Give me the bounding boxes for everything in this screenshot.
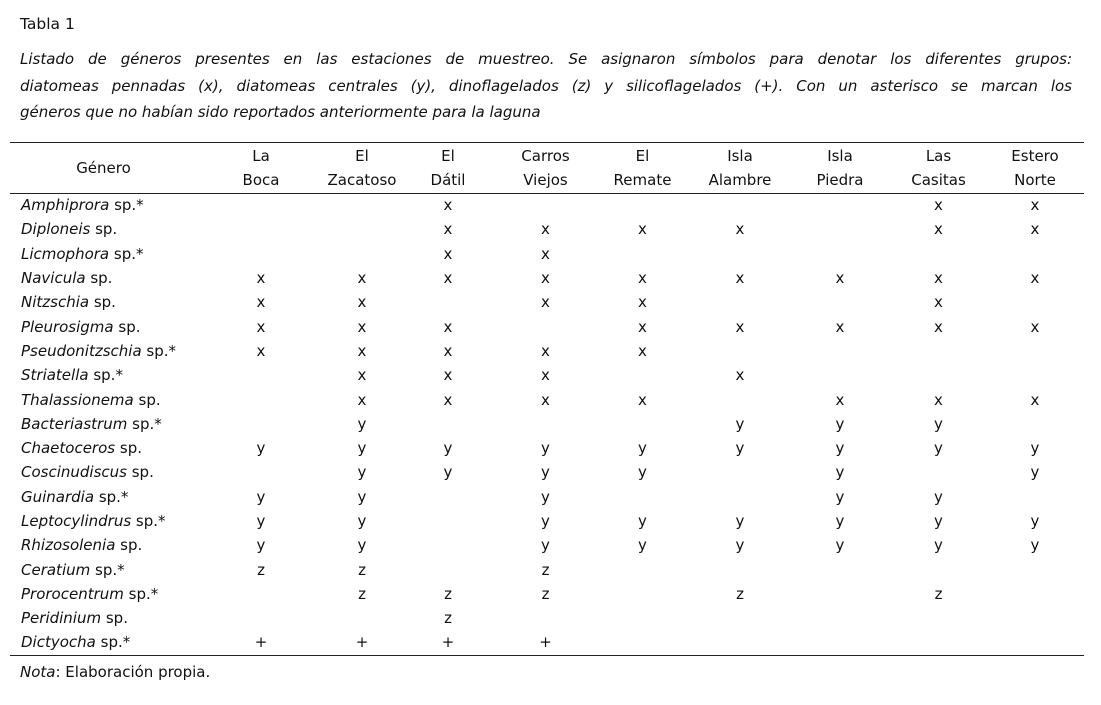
presence-cell — [986, 582, 1084, 606]
presence-cell: x — [835, 317, 845, 336]
presence-cell: x — [934, 269, 943, 288]
presence-cell: z — [541, 584, 550, 603]
presence-cell: x — [735, 269, 745, 288]
presence-cell: x — [735, 220, 745, 239]
header-station — [594, 143, 691, 194]
presence-cell: x — [357, 317, 367, 336]
presence-cell: y — [541, 512, 550, 530]
genus-suffix: sp. — [85, 269, 113, 288]
presence-cell — [197, 607, 325, 631]
table-row — [10, 218, 1084, 242]
header-station-line: Estero — [1011, 147, 1059, 165]
table-row — [10, 509, 1084, 533]
table-row — [10, 582, 1084, 606]
presence-cell: x — [256, 269, 266, 288]
presence-cell — [594, 194, 691, 218]
presence-cell — [789, 194, 891, 218]
genus-name: Bacteriastrum — [21, 414, 128, 433]
presence-cell — [789, 607, 891, 631]
table-row — [10, 315, 1084, 339]
presence-cell: + — [399, 631, 497, 655]
presence-cell — [497, 412, 594, 436]
presence-cell: x — [256, 317, 266, 336]
presence-cell: x — [735, 366, 745, 385]
presence-cell: x — [541, 244, 550, 263]
genus-name: Rhizosolenia — [21, 536, 116, 555]
presence-cell — [789, 582, 891, 606]
presence-cell: y — [835, 512, 845, 530]
caption-line: diatomeas pennadas (x), diatomeas centrales (y), dinoflagelados (z) y silicoflagelados (+). Con un asterisco se marcan los — [20, 76, 1072, 95]
table-row — [10, 291, 1084, 315]
genus-cell — [10, 509, 197, 533]
presence-cell: z — [444, 584, 452, 603]
presence-cell — [197, 242, 325, 266]
presence-cell: y — [357, 487, 367, 506]
genus-suffix: sp.* — [109, 196, 144, 215]
presence-cell: y — [735, 439, 745, 458]
header-station — [789, 143, 891, 194]
presence-cell — [691, 485, 789, 509]
table-row — [10, 364, 1084, 388]
presence-cell: y — [1030, 463, 1040, 482]
presence-cell: x — [638, 269, 647, 288]
presence-cell: y — [256, 439, 266, 458]
presence-cell: x — [1030, 317, 1040, 336]
presence-cell: y — [443, 439, 453, 458]
presence-cell: z — [257, 560, 265, 579]
presence-cell — [691, 558, 789, 582]
genus-name: Diploneis — [21, 220, 91, 239]
presence-cell — [691, 388, 789, 412]
presence-cell: x — [735, 317, 745, 336]
presence-cell — [789, 291, 891, 315]
genera-table — [10, 142, 1084, 656]
table-row — [10, 485, 1084, 509]
presence-cell — [399, 534, 497, 558]
genus-name: Ceratium — [21, 560, 91, 579]
presence-cell — [399, 412, 497, 436]
presence-cell — [789, 339, 891, 363]
table-row — [10, 412, 1084, 436]
presence-cell: x — [1030, 220, 1040, 239]
header-station-line: Remate — [613, 171, 672, 189]
genus-cell — [10, 364, 197, 388]
header-station — [986, 143, 1084, 194]
note-text: : Elaboración propia. — [55, 663, 211, 681]
genus-cell — [10, 461, 197, 485]
genus-name: Amphiprora — [21, 196, 110, 215]
genus-cell — [10, 607, 197, 631]
presence-cell: x — [934, 390, 943, 409]
presence-cell: y — [934, 487, 943, 506]
presence-cell — [594, 607, 691, 631]
presence-cell — [594, 558, 691, 582]
note-label: Nota — [20, 663, 56, 681]
genus-name: Navicula — [21, 269, 86, 288]
presence-cell: x — [256, 293, 266, 312]
header-station-line: El Zacatoso — [327, 147, 397, 189]
genus-suffix: sp. — [115, 536, 143, 555]
presence-cell — [986, 558, 1084, 582]
presence-cell — [789, 218, 891, 242]
presence-cell — [691, 242, 789, 266]
header-station-line: Boca — [242, 171, 280, 189]
presence-cell: + — [497, 631, 594, 655]
presence-cell: y — [934, 439, 943, 458]
presence-cell — [325, 218, 399, 242]
presence-cell: y — [835, 414, 845, 433]
presence-cell: x — [443, 317, 453, 336]
presence-cell — [891, 242, 986, 266]
genus-cell — [10, 266, 197, 290]
presence-cell: x — [443, 244, 453, 263]
presence-cell: y — [638, 439, 647, 458]
genus-cell — [10, 339, 197, 363]
genus-name: Leptocylindrus — [21, 512, 132, 530]
genus-suffix: sp.* — [94, 487, 129, 506]
header-station-line: Viejos — [523, 171, 568, 189]
header-station-line: El — [635, 147, 650, 165]
genus-name: Dictyocha — [21, 633, 96, 652]
table-note — [20, 663, 210, 681]
presence-cell — [325, 194, 399, 218]
presence-cell: y — [934, 536, 943, 555]
presence-cell — [497, 315, 594, 339]
header-station-line: Dátil — [430, 171, 466, 189]
presence-cell: x — [835, 269, 845, 288]
genus-cell — [10, 534, 197, 558]
presence-cell: y — [835, 536, 845, 555]
presence-cell: y — [443, 463, 453, 482]
header-station-line: Casitas — [911, 171, 966, 189]
presence-cell — [197, 364, 325, 388]
genus-cell — [10, 558, 197, 582]
table-body — [10, 194, 1084, 656]
presence-cell — [986, 242, 1084, 266]
table-row — [10, 558, 1084, 582]
genus-suffix: sp. — [126, 463, 154, 482]
genus-suffix: sp. — [90, 220, 118, 239]
genus-cell — [10, 291, 197, 315]
presence-cell — [399, 558, 497, 582]
presence-cell: x — [638, 390, 647, 409]
genus-name: Coscinudiscus — [21, 463, 127, 482]
presence-cell: x — [934, 220, 943, 239]
presence-cell — [986, 364, 1084, 388]
presence-cell — [789, 364, 891, 388]
presence-cell — [399, 509, 497, 533]
table-label: Tabla 1 — [20, 15, 75, 33]
genus-suffix: sp.* — [131, 512, 166, 530]
presence-cell: y — [541, 487, 550, 506]
presence-cell — [197, 461, 325, 485]
presence-cell: y — [357, 536, 367, 555]
presence-cell — [594, 485, 691, 509]
presence-cell: z — [358, 584, 366, 603]
header-station-line: Norte — [1014, 171, 1056, 189]
table-row — [10, 534, 1084, 558]
presence-cell: y — [256, 512, 266, 530]
genus-name: Licmophora — [21, 244, 110, 263]
presence-cell: x — [541, 366, 550, 385]
presence-cell: y — [934, 414, 943, 433]
presence-cell: y — [357, 414, 367, 433]
table-row — [10, 631, 1084, 655]
presence-cell: x — [357, 341, 367, 360]
table-row — [10, 436, 1084, 460]
presence-cell: y — [735, 414, 745, 433]
presence-cell: x — [357, 366, 367, 385]
genus-cell — [10, 242, 197, 266]
presence-cell — [986, 607, 1084, 631]
genus-suffix: sp.* — [109, 244, 144, 263]
caption-line: Listado de géneros presentes en las estaciones de muestreo. Se asignaron símbolos para denotar los diferentes grupos: — [20, 50, 1072, 68]
presence-cell: y — [1030, 439, 1040, 458]
genus-suffix: sp. — [89, 293, 116, 312]
table-row — [10, 607, 1084, 631]
presence-cell: y — [638, 463, 647, 482]
presence-cell: x — [541, 341, 550, 360]
presence-cell — [789, 631, 891, 655]
presence-cell — [986, 631, 1084, 655]
presence-cell: y — [934, 512, 943, 530]
presence-cell — [197, 412, 325, 436]
table-row — [10, 461, 1084, 485]
presence-cell: y — [357, 463, 367, 482]
genus-cell — [10, 412, 197, 436]
header-station-line: Las — [925, 147, 952, 165]
genus-name: Prorocentrum — [21, 584, 124, 603]
genus-suffix: sp.* — [90, 560, 125, 579]
presence-cell — [891, 558, 986, 582]
presence-cell: z — [444, 609, 452, 628]
presence-cell: x — [443, 341, 453, 360]
header-station — [891, 143, 986, 194]
table-row — [10, 339, 1084, 363]
presence-cell: y — [735, 512, 745, 530]
presence-cell: x — [443, 390, 453, 409]
presence-cell: x — [541, 293, 550, 312]
presence-cell: + — [325, 631, 399, 655]
presence-cell — [594, 631, 691, 655]
presence-cell — [891, 607, 986, 631]
genus-cell — [10, 436, 197, 460]
genus-name: Chaetoceros — [21, 439, 116, 458]
header-station-line: Isla — [727, 147, 753, 165]
presence-cell: y — [835, 487, 845, 506]
presence-cell: x — [357, 293, 367, 312]
genus-suffix: sp.* — [95, 633, 131, 652]
presence-cell: x — [443, 220, 453, 239]
genus-suffix: sp.* — [127, 414, 162, 433]
header-station-line: Isla — [827, 147, 853, 165]
presence-cell — [594, 582, 691, 606]
presence-cell — [197, 218, 325, 242]
presence-cell: + — [197, 631, 325, 655]
genus-suffix: sp.* — [88, 366, 123, 385]
presence-cell — [691, 194, 789, 218]
genus-cell — [10, 315, 197, 339]
presence-cell — [891, 461, 986, 485]
presence-cell: x — [638, 317, 647, 336]
genus-suffix: sp. — [101, 609, 128, 628]
presence-cell: y — [357, 439, 367, 458]
genus-name: Guinardia — [21, 487, 95, 506]
presence-cell: x — [638, 341, 647, 360]
header-station-line: El — [441, 147, 455, 165]
presence-cell — [325, 607, 399, 631]
presence-cell — [691, 339, 789, 363]
genus-suffix: sp. — [115, 439, 142, 458]
presence-cell: x — [1030, 390, 1040, 409]
presence-cell: y — [1030, 512, 1040, 530]
caption-line: géneros que no habían sido reportados anteriormente para la laguna — [20, 103, 541, 121]
presence-cell — [891, 631, 986, 655]
presence-cell — [197, 194, 325, 218]
presence-cell: x — [638, 293, 647, 312]
genus-name: Peridinium — [21, 609, 102, 628]
genus-name: Thalassionema — [21, 390, 134, 409]
presence-cell: y — [541, 536, 550, 555]
presence-cell: x — [443, 269, 453, 288]
table-row — [10, 194, 1084, 218]
genus-name: Pseudonitzschia — [21, 341, 142, 360]
header-station-line: La — [252, 147, 270, 165]
presence-cell: x — [443, 196, 453, 215]
header-station — [399, 143, 497, 194]
genus-cell — [10, 485, 197, 509]
presence-cell: x — [835, 390, 845, 409]
presence-cell: y — [638, 536, 647, 555]
presence-cell: x — [357, 269, 367, 288]
presence-cell: z — [934, 584, 943, 603]
genus-suffix: sp. — [133, 390, 161, 409]
header-station — [497, 143, 594, 194]
genus-suffix: sp. — [113, 317, 141, 336]
genus-cell — [10, 218, 197, 242]
presence-cell: x — [541, 269, 550, 288]
header-station — [691, 143, 789, 194]
presence-cell — [986, 339, 1084, 363]
table-row — [10, 388, 1084, 412]
presence-cell — [197, 582, 325, 606]
table-header — [10, 143, 1084, 194]
presence-cell: x — [443, 366, 453, 385]
presence-cell: x — [1030, 269, 1040, 288]
presence-cell: x — [934, 293, 943, 312]
presence-cell — [399, 291, 497, 315]
presence-cell: x — [256, 341, 266, 360]
presence-cell — [691, 291, 789, 315]
presence-cell — [197, 388, 325, 412]
table-row — [10, 242, 1084, 266]
presence-cell: y — [735, 536, 745, 555]
header-station-line: Piedra — [816, 171, 864, 189]
presence-cell: x — [1030, 196, 1040, 215]
genus-cell — [10, 194, 197, 218]
table-caption — [20, 46, 1072, 126]
presence-cell — [497, 194, 594, 218]
presence-cell — [325, 242, 399, 266]
presence-cell: x — [541, 220, 550, 239]
presence-cell — [691, 461, 789, 485]
presence-cell: y — [1030, 536, 1040, 555]
presence-cell: y — [835, 439, 845, 458]
presence-cell — [594, 364, 691, 388]
genus-cell — [10, 388, 197, 412]
presence-cell: y — [638, 512, 647, 530]
genus-name: Pleurosigma — [21, 317, 114, 336]
header-station-line: Carros — [521, 147, 570, 165]
presence-cell: y — [357, 512, 367, 530]
presence-cell — [891, 339, 986, 363]
presence-cell: z — [541, 560, 550, 579]
genus-suffix: sp.* — [141, 341, 177, 360]
genus-name: Nitzschia — [21, 293, 90, 312]
presence-cell — [691, 607, 789, 631]
presence-cell: z — [358, 560, 366, 579]
presence-cell — [986, 485, 1084, 509]
presence-cell: y — [256, 536, 266, 555]
presence-cell — [986, 412, 1084, 436]
presence-cell: x — [638, 220, 647, 239]
presence-cell: x — [541, 390, 550, 409]
presence-cell — [399, 485, 497, 509]
presence-cell: z — [736, 584, 744, 603]
presence-cell — [497, 607, 594, 631]
presence-cell — [594, 412, 691, 436]
presence-cell: y — [256, 487, 266, 506]
presence-cell — [789, 558, 891, 582]
presence-cell: x — [934, 196, 943, 215]
header-genus: Género — [10, 143, 197, 194]
presence-cell: y — [541, 463, 550, 482]
genus-name: Striatella — [21, 366, 89, 385]
header-station — [325, 143, 399, 194]
genus-suffix: sp.* — [123, 584, 159, 603]
presence-cell — [891, 364, 986, 388]
header-station-line: Alambre — [708, 171, 772, 189]
genus-cell — [10, 582, 197, 606]
table-row — [10, 266, 1084, 290]
presence-cell: y — [541, 439, 550, 458]
genus-cell — [10, 631, 197, 655]
presence-cell — [691, 631, 789, 655]
presence-cell — [594, 242, 691, 266]
header-station — [197, 143, 325, 194]
presence-cell: x — [934, 317, 943, 336]
presence-cell: x — [357, 390, 367, 409]
presence-cell — [986, 291, 1084, 315]
presence-cell: y — [835, 463, 845, 482]
presence-cell — [789, 242, 891, 266]
